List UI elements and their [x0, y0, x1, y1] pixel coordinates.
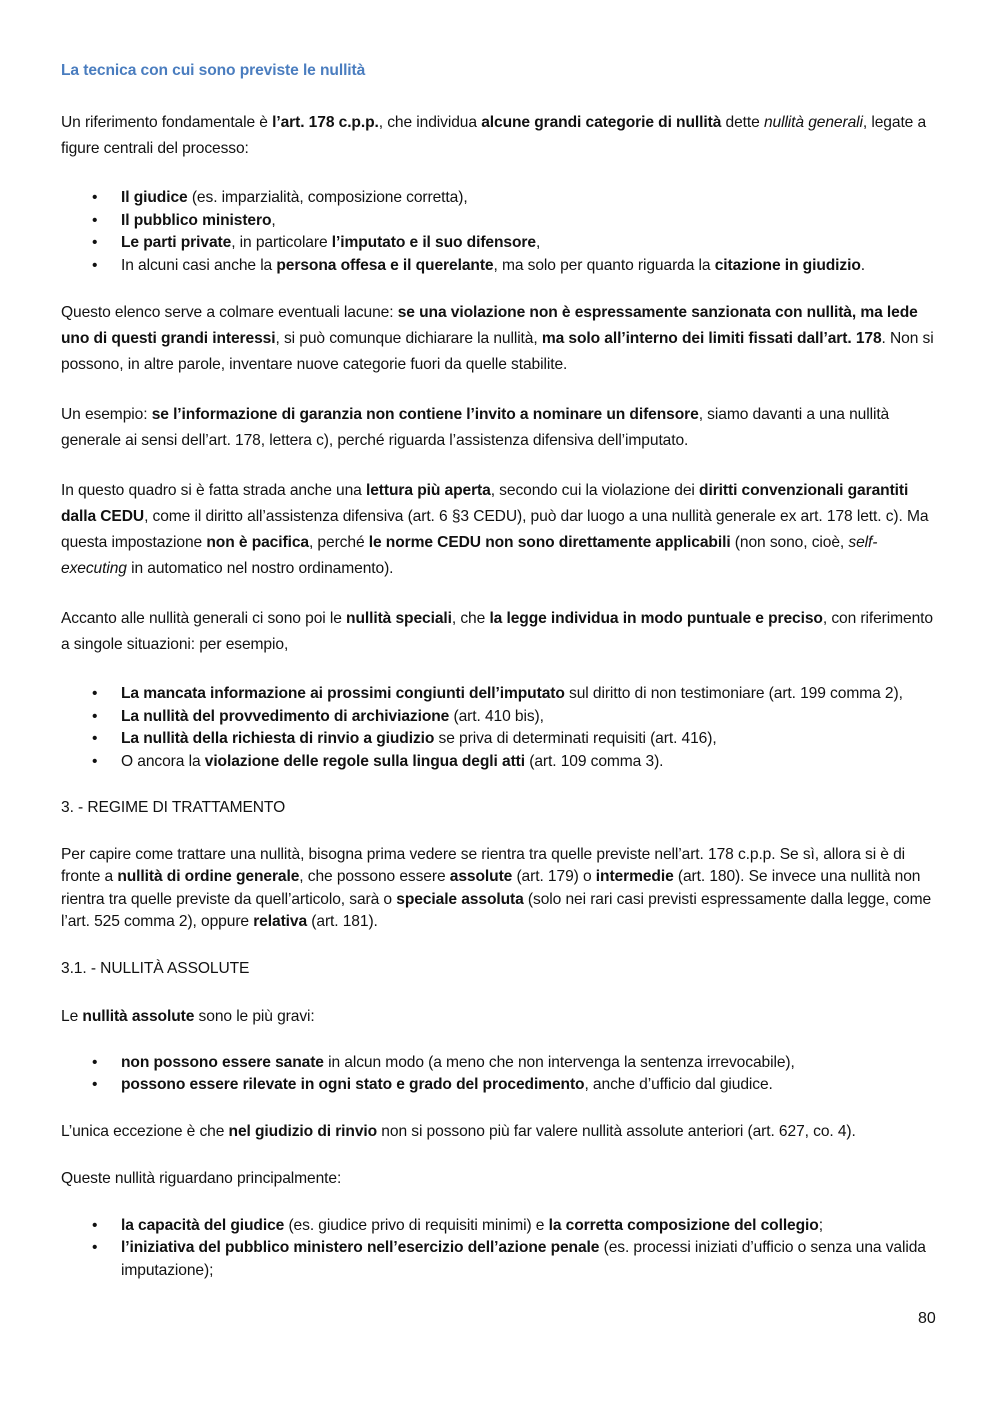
page-number: 80	[918, 1310, 936, 1327]
section-title-absolute: 3.1. - NULLITÀ ASSOLUTE	[61, 959, 250, 977]
paragraph-example: Un esempio: se l’informazione di garanzia non contiene l’invito a nominare un difensore, siamo davanti a una nullità generale ai sensi dell’art. 178, lettera c), perché riguarda l’assistenza difensiva dell’imputato.	[61, 406, 890, 449]
list-item: • In alcuni casi anche la persona offesa e il querelante, ma solo per quanto riguarda la citazione in giudizio.	[121, 255, 941, 278]
list-item: • La nullità della richiesta di rinvio a giudizio se priva di determinati requisiti (art. 416),	[121, 728, 941, 751]
paragraph-art178: Un riferimento fondamentale è l’art. 178 c.p.p., che individua alcune grandi categorie di nullità dette nullità generali, legate a figure centrali del processo:	[61, 114, 927, 157]
list-item: • O ancora la violazione delle regole sulla lingua degli atti (art. 109 comma 3).	[121, 751, 941, 774]
paragraph-exception: L’unica eccezione è che nel giudizio di rinvio non si possono più far valere nullità assolute anteriori (art. 627, co. 4).	[61, 1122, 856, 1140]
paragraph-concerns: Queste nullità riguardano principalmente:	[61, 1170, 342, 1187]
section-heading: La tecnica con cui sono previste le nullità	[61, 62, 366, 79]
paragraph-regime: Per capire come trattare una nullità, bisogna prima vedere se rientra tra quelle previste nell’art. 178 c.p.p. Se sì, allora si è di fronte a nullità di ordine generale, che possono essere assolute (art. 179) o intermedie (art. 180). Se invece una nullità non rientra tra quelle previste da quell’articolo, sarà o speciale assoluta (solo nei rari casi previsti espressamente dalla legge, come l’art. 525 comma 2), oppure relativa (art. 181).	[61, 845, 932, 930]
list-item: • l’iniziativa del pubblico ministero nell’esercizio dell’azione penale (es. processi iniziati d’ufficio o senza una valida imputazione);	[121, 1237, 941, 1282]
list-item: • possono essere rilevate in ogni stato e grado del procedimento, anche d’ufficio dal giudice.	[121, 1074, 941, 1097]
paragraph-cedu: In questo quadro si è fatta strada anche una lettura più aperta, secondo cui la violazione dei diritti convenzionali garantiti dalla CEDU, come il diritto all’assistenza difensiva (art. 6 §3 CEDU), può dar luogo a una nullità generale ex art. 178 lett. c). Ma questa impostazione non è pacifica, perché le norme CEDU non sono direttamente applicabili (non sono, cioè, self-executing in automatico nel nostro ordinamento).	[61, 482, 929, 577]
paragraph-special-nullities: Accanto alle nullità generali ci sono poi le nullità speciali, che la legge individua in modo puntuale e preciso, con riferimento a singole situazioni: per esempio,	[61, 610, 933, 653]
section-title-regime: 3. - REGIME DI TRATTAMENTO	[61, 799, 286, 816]
list-concerns	[61, 1215, 941, 1283]
list-item: • Il pubblico ministero,	[121, 210, 941, 233]
list-item: • la capacità del giudice (es. giudice privo di requisiti minimi) e la corretta composizione del collegio;	[121, 1215, 941, 1238]
paragraph-gaps: Questo elenco serve a colmare eventuali lacune: se una violazione non è espressamente sanzionata con nullità, ma lede uno di questi grandi interessi, si può comunque dichiarare la nullità, ma solo all’interno dei limiti fissati dall’art. 178. Non si possono, in altre parole, inventare nuove categorie fuori da quelle stabilite.	[61, 304, 934, 373]
list-item: • Il giudice (es. imparzialità, composizione corretta),	[121, 187, 941, 210]
paragraph-absolute-intro: Le nullità assolute sono le più gravi:	[61, 1008, 315, 1025]
list-item: • non possono essere sanate in alcun modo (a meno che non intervenga la sentenza irrevocabile),	[121, 1052, 941, 1075]
list-item: • La mancata informazione ai prossimi congiunti dell’imputato sul diritto di non testimoniare (art. 199 comma 2),	[121, 683, 941, 706]
list-absolute-features	[61, 1052, 941, 1097]
list-special-nullities	[61, 683, 941, 773]
list-item: • Le parti private, in particolare l’imputato e il suo difensore,	[121, 232, 941, 255]
document-page	[61, 58, 941, 1282]
list-item: • La nullità del provvedimento di archiviazione (art. 410 bis),	[121, 706, 941, 729]
list-general-nullities	[61, 187, 941, 277]
